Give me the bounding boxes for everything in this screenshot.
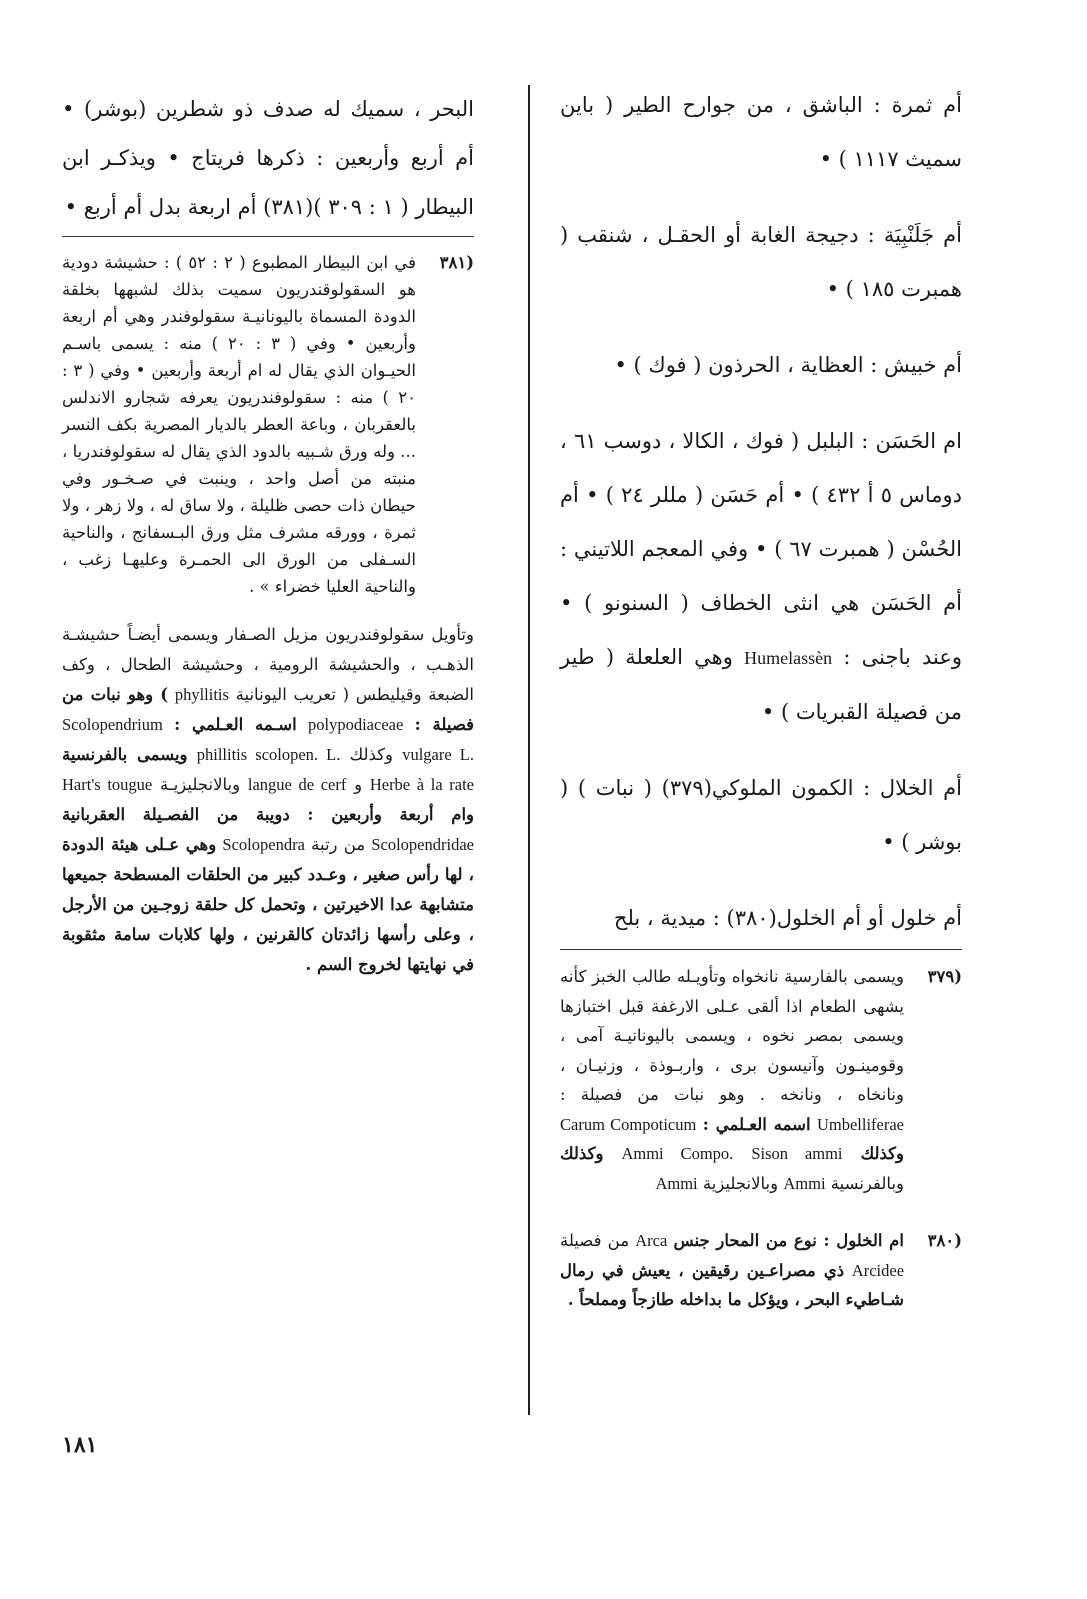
footnote-381-continuation	[62, 620, 474, 980]
latin-term: Carum Compoticum	[560, 1114, 697, 1134]
footnote-number: (٣٧٩	[927, 967, 962, 986]
label-scientific-name: اسمه العـلمي :	[702, 1114, 811, 1134]
latin-term: Hart's tougue	[62, 775, 153, 794]
footnote-number: (٣٨١	[439, 253, 474, 272]
footnote-380-text-3: ذي مصراعـين رقيقين ، يعيش في رمال شـاطيء البحر ، ويؤكل ما بداخله طازجاً ومملحاً .	[560, 1260, 904, 1309]
latin-term: langue de cerf	[247, 775, 347, 794]
entry-umm-khulul: أم خلول أو أم الخلول(٣٨٠) : ميدية ، بلح	[613, 906, 962, 930]
footnote-380-text-1: ام الخلول : نوع من المحار جنس	[673, 1231, 904, 1250]
entry-umm-al-hasan	[560, 414, 962, 739]
cont-text-9: من رتبة	[311, 835, 366, 854]
latin-term: Scolopendrium vulgare L.	[62, 715, 474, 764]
cont-text-5: ويسمى بالفرنسية	[62, 745, 188, 764]
latin-term: polypodiaceae	[308, 715, 404, 734]
entry-umm-jalanbiya: أم جَلَنْبِيَة : دجيجة الغابة أو الحقـل ، شنقب ( همبرت ١٨٥ ) •	[560, 223, 962, 301]
latin-term: phyllitis	[174, 685, 229, 704]
latin-term: Arcidee	[851, 1260, 905, 1280]
footnote-381	[62, 249, 474, 600]
left-column	[62, 85, 474, 994]
latin-term: Ammi	[783, 1173, 826, 1193]
cont-text-7: وبالانجليزيـة	[160, 775, 241, 794]
column-divider	[528, 85, 530, 1415]
footnote-379-text: ويسمى بالفارسية نانخواه وتأويـله طالب الخبز كأنه يشهى الطعام اذا ألقى عـلى الارغفة قبل اختبازها ويسمى بمصر نخوه ، ويسمى باليونانيـة آمى ، وقومينـون وآنيسون برى ، واربـوذة ، وزنيـان ، ونانخاه ، ونانخه . وهو نبات من فصيلة :	[560, 967, 904, 1104]
label-english: وبالانجليزية	[702, 1173, 779, 1193]
latin-term: Sison ammi	[751, 1144, 843, 1163]
footnote-divider-left	[62, 236, 474, 237]
latin-term: Ammi	[655, 1173, 698, 1193]
entry-umm-arba-wa-arbain: البحر ، سميك له صدف ذو شطرين (بوشر) • أم أربع وأربعين : ذكرها فريتاج • ويذكـر ابن البيطار ( ١ : ٣٠٩ )(٣٨١) أم اربعة بدل أم أربع •	[62, 97, 474, 219]
cont-text-3: اسـمه العـلمي :	[174, 715, 297, 734]
latin-term: Herbe à la rate	[369, 775, 475, 794]
entry-umm-al-hasan-cont: وهي العلعلة ( طير من فصيلة القبريات ) •	[560, 645, 962, 724]
footnote-381-text: في ابن البيطار المطبوع ( ٢ : ٥٢ ) : حشيشة دودية هو السقولوقندريون سميت بذلك لشبهها بخلقة الدودة المسماة باليونانيـة سقولوفندر وهي أم اربعة وأربعين • وفي ( ٣ : ٢٠ ) منه : يسمى باسـم الحيـوان الذي يقال له ام أربعة وأربعين • وفي ( ٣ : ٢٠ ) منه : سقولوفندريون يعرفه شجارو الاندلس بالعقربان ، وباعة العطر بالديار المصرية بكف النسر ... وله ورق شـبيه بالدود الذي يقال له سقولوفندريا ، منبته من أصل واحد ، وينبت في صـخـور وفي حيطان ذات حصى ظليلة ، ولا ساق له ، ولا زهر ، ولا ثمرة ، وورقه مشرف مثل ورق البـسفانج ، والناحية السـفلى من الورق الى الحمـرة وعليهـا زغب ، والناحية العليا خضراء » .	[62, 253, 416, 596]
right-column	[560, 78, 962, 1329]
latin-term: Scolopendridae	[371, 835, 474, 854]
latin-term: Scolopendra	[222, 835, 305, 854]
cont-text-6: و	[354, 775, 363, 794]
latin-term: Arca	[635, 1231, 668, 1250]
footnote-380	[560, 1226, 962, 1315]
cont-text-10: وهي عـلى هيئة الدودة ، لها رأس صغير ، وعـدد كبير من الحلقات المسطحة جميعها متشابهة عدا الاخيرتين ، وتحمل كل حلقة زوجـين من الأرجل ، وعلى رأسها زائدتان كالقرنين ، ولها كلابات سامة مثقوبة في نهايتها لخروج السم .	[62, 835, 474, 974]
label-french: وبالفرنسية	[830, 1173, 904, 1193]
cont-text-4: وكذلك	[349, 745, 393, 764]
label-also: وكذلك	[860, 1144, 904, 1163]
label-also: وكذلك	[560, 1144, 604, 1163]
footnote-380-text-2: من فصيلة	[560, 1231, 630, 1250]
footnote-number: (٣٨٠	[927, 1231, 962, 1250]
footnote-379	[560, 962, 962, 1198]
cont-text-8: وام أربعة وأربعين : دويبة من الفصـيلة العقربانية	[62, 805, 474, 824]
footnote-divider-right	[560, 949, 962, 950]
page-number: ١٨١	[62, 1432, 98, 1458]
cont-text-2: ) وهو نبات من فصيلة :	[62, 685, 475, 734]
latin-term: phillitis scolopen. L.	[196, 745, 341, 764]
entry-umm-khubaysh: أم خبيش : العظاية ، الحرذون ( فوك ) •	[614, 353, 962, 377]
latin-term: Ammi Compo.	[621, 1144, 734, 1163]
latin-humelassen: Humelassèn	[744, 648, 833, 668]
cont-text-1: وتأويل سقولوفندريون مزيل الصـفار ويسمى أيضـاً حشيشـة الذهـب ، والحشيشة الرومية ، وحشيشة الطحال ، وكف الضبعة وقيليطس ( تعريب اليونانية	[62, 625, 475, 704]
entry-umm-thamra: أم ثمرة : الباشق ، من جوارح الطير ( باين سميث ١١١٧ ) •	[560, 93, 962, 171]
entry-umm-al-khilal: أم الخلال : الكمون الملوكي(٣٧٩) ( نبات ) ( بوشر ) •	[560, 776, 962, 854]
latin-term: Umbelliferae	[816, 1114, 904, 1134]
entry-umm-al-hasan-text: ام الحَسَن : البلبل ( فوك ، الكالا ، دوسب ٦١ ، دوماس ٥ أ ٤٣٢ ) • أم حَسَن ( مللر ٢٤ ) • أم الحُسْن ( همبرت ٦٧ ) • وفي المعجم اللاتيني : أم الحَسَن هي انثى الخطاف ( السنونو ) • وعند باجنى :	[560, 429, 963, 669]
